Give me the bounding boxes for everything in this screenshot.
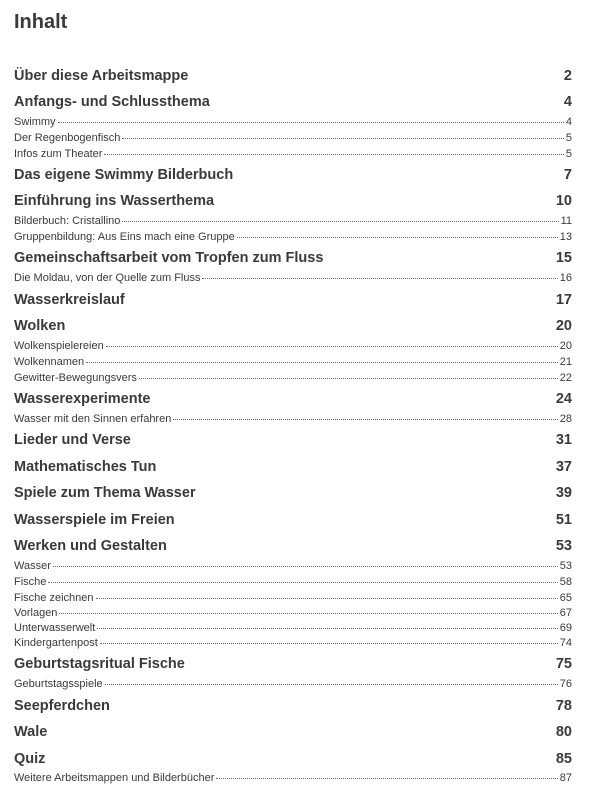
entry-page-number: 74	[559, 637, 572, 649]
dot-leader	[122, 209, 558, 222]
section-page-number: 2	[563, 68, 572, 84]
entry-title: Die Moldau, von der Quelle zum Fluss	[14, 272, 201, 284]
section-title: Wasserspiele im Freien	[14, 512, 175, 528]
toc-section[interactable]	[14, 249, 572, 267]
toc-entry[interactable]	[14, 572, 572, 586]
section-page-number: 7	[563, 167, 572, 183]
toc-section[interactable]	[14, 93, 572, 111]
leader-spacer	[47, 749, 553, 761]
page-title: Inhalt	[14, 11, 68, 33]
entry-page-number: 4	[565, 116, 572, 128]
entry-title: Kindergartenpost	[14, 637, 98, 649]
section-title: Wasserexperimente	[14, 391, 151, 407]
toc-section[interactable]	[14, 697, 572, 715]
toc-entry[interactable]	[14, 633, 572, 647]
section-title: Anfangs- und Schlussthema	[14, 94, 210, 110]
entry-title: Wolkenspielereien	[14, 340, 104, 352]
section-page-number: 4	[563, 94, 572, 110]
toc-entry[interactable]	[14, 336, 572, 350]
entry-title: Weitere Arbeitsmappen und Bilderbücher	[14, 772, 215, 784]
entry-page-number: 87	[559, 772, 572, 784]
dot-leader	[86, 350, 558, 363]
dot-leader	[173, 407, 557, 420]
dot-leader	[216, 766, 557, 779]
section-page-number: 51	[555, 512, 572, 528]
toc-section[interactable]	[14, 67, 572, 85]
toc-entry[interactable]	[14, 603, 572, 617]
entry-page-number: 58	[559, 576, 572, 588]
entry-page-number: 11	[560, 215, 572, 227]
entry-title: Wasser	[14, 560, 51, 572]
dot-leader	[96, 586, 558, 599]
toc-entry[interactable]	[14, 144, 572, 158]
toc-entry[interactable]	[14, 368, 572, 382]
entry-title: Gewitter-Bewegungsvers	[14, 372, 137, 384]
section-page-number: 20	[555, 318, 572, 334]
dot-leader	[58, 110, 564, 123]
toc-entry[interactable]	[14, 227, 572, 241]
section-page-number: 31	[555, 432, 572, 448]
entry-title: Swimmy	[14, 116, 56, 128]
toc-section[interactable]	[14, 537, 572, 555]
toc-entry[interactable]	[14, 128, 572, 142]
entry-title: Bilderbuch: Cristallino	[14, 215, 121, 227]
toc-section[interactable]	[14, 431, 572, 449]
entry-title: Fische zeichnen	[14, 592, 94, 604]
dot-leader	[97, 616, 557, 629]
entry-page-number: 53	[559, 560, 572, 572]
dot-leader	[59, 601, 557, 614]
toc-section[interactable]	[14, 723, 572, 741]
dot-leader	[48, 570, 557, 583]
toc-section[interactable]	[14, 655, 572, 673]
section-title: Geburtstagsritual Fische	[14, 656, 185, 672]
toc-entry[interactable]	[14, 211, 572, 225]
section-title: Einführung ins Wasserthema	[14, 193, 215, 209]
dot-leader	[122, 126, 563, 139]
dot-leader	[105, 672, 558, 685]
entry-page-number: 69	[559, 622, 572, 634]
entry-title: Wolkennamen	[14, 356, 85, 368]
entry-title: Der Regenbogenfisch	[14, 132, 121, 144]
section-title: Wolken	[14, 318, 66, 334]
toc-entry[interactable]	[14, 618, 572, 632]
dot-leader	[104, 142, 563, 155]
section-title: Über diese Arbeitsmappe	[14, 68, 189, 84]
toc-section[interactable]	[14, 484, 572, 502]
toc-section[interactable]	[14, 166, 572, 184]
toc-section[interactable]	[14, 291, 572, 309]
section-title: Seepferdchen	[14, 698, 110, 714]
leader-spacer	[169, 536, 554, 548]
section-page-number: 75	[555, 656, 572, 672]
entry-title: Vorlagen	[14, 607, 58, 619]
leader-spacer	[67, 316, 554, 328]
section-title: Quiz	[14, 751, 46, 767]
section-page-number: 80	[555, 724, 572, 740]
leader-spacer	[152, 389, 553, 401]
section-title: Das eigene Swimmy Bilderbuch	[14, 167, 234, 183]
section-page-number: 37	[555, 459, 572, 475]
toc-entry[interactable]	[14, 268, 572, 282]
section-page-number: 85	[555, 751, 572, 767]
section-title: Werken und Gestalten	[14, 538, 167, 554]
entry-page-number: 22	[559, 372, 572, 384]
section-title: Lieder und Verse	[14, 432, 131, 448]
section-title: Mathematisches Tun	[14, 459, 157, 475]
section-page-number: 24	[555, 391, 572, 407]
leader-spacer	[133, 430, 554, 442]
leader-spacer	[198, 483, 554, 495]
section-page-number: 17	[555, 292, 572, 308]
dot-leader	[237, 225, 558, 238]
entry-page-number: 67	[559, 607, 572, 619]
section-title: Spiele zum Thema Wasser	[14, 485, 196, 501]
dot-leader	[53, 554, 558, 567]
section-title: Wasserkreislauf	[14, 292, 125, 308]
section-title: Wale	[14, 724, 48, 740]
toc-entry[interactable]	[14, 112, 572, 126]
entry-title: Wasser mit den Sinnen erfahren	[14, 413, 172, 425]
entry-page-number: 21	[559, 356, 572, 368]
dot-leader	[139, 366, 558, 379]
entry-page-number: 28	[559, 413, 572, 425]
leader-spacer	[325, 248, 553, 260]
section-page-number: 10	[555, 193, 572, 209]
toc-section[interactable]	[14, 458, 572, 476]
leader-spacer	[49, 722, 554, 734]
entry-title: Unterwasserwelt	[14, 622, 96, 634]
entry-title: Fische	[14, 576, 47, 588]
toc-entry[interactable]	[14, 768, 572, 782]
entry-title: Infos zum Theater	[14, 148, 103, 160]
entry-title: Gruppenbildung: Aus Eins mach eine Gruppe	[14, 231, 235, 243]
dot-leader	[106, 334, 558, 347]
dot-leader	[100, 631, 558, 644]
leader-spacer	[216, 191, 554, 203]
entry-page-number: 13	[559, 231, 572, 243]
toc-entry[interactable]	[14, 674, 572, 688]
toc-entry[interactable]	[14, 556, 572, 570]
section-title: Gemeinschaftsarbeit vom Tropfen zum Fluss	[14, 250, 324, 266]
entry-page-number: 76	[559, 678, 572, 690]
section-page-number: 39	[555, 485, 572, 501]
entry-page-number: 16	[559, 272, 572, 284]
leader-spacer	[212, 92, 562, 104]
leader-spacer	[190, 66, 562, 78]
dot-leader	[202, 266, 557, 279]
entry-page-number: 20	[559, 340, 572, 352]
entry-page-number: 5	[565, 148, 572, 160]
leader-spacer	[112, 696, 554, 708]
toc-section[interactable]	[14, 192, 572, 210]
toc-section[interactable]	[14, 511, 572, 529]
entry-title: Geburtstagsspiele	[14, 678, 103, 690]
toc-section[interactable]	[14, 390, 572, 408]
leader-spacer	[235, 165, 562, 177]
toc-entry[interactable]	[14, 588, 572, 602]
toc-entry[interactable]	[14, 352, 572, 366]
entry-page-number: 65	[559, 592, 572, 604]
leader-spacer	[158, 457, 554, 469]
leader-spacer	[177, 510, 554, 522]
section-page-number: 15	[555, 250, 572, 266]
entry-page-number: 5	[565, 132, 572, 144]
section-page-number: 53	[555, 538, 572, 554]
leader-spacer	[127, 290, 554, 302]
toc-entry[interactable]	[14, 409, 572, 423]
toc-section[interactable]	[14, 317, 572, 335]
section-page-number: 78	[555, 698, 572, 714]
leader-spacer	[187, 654, 554, 666]
